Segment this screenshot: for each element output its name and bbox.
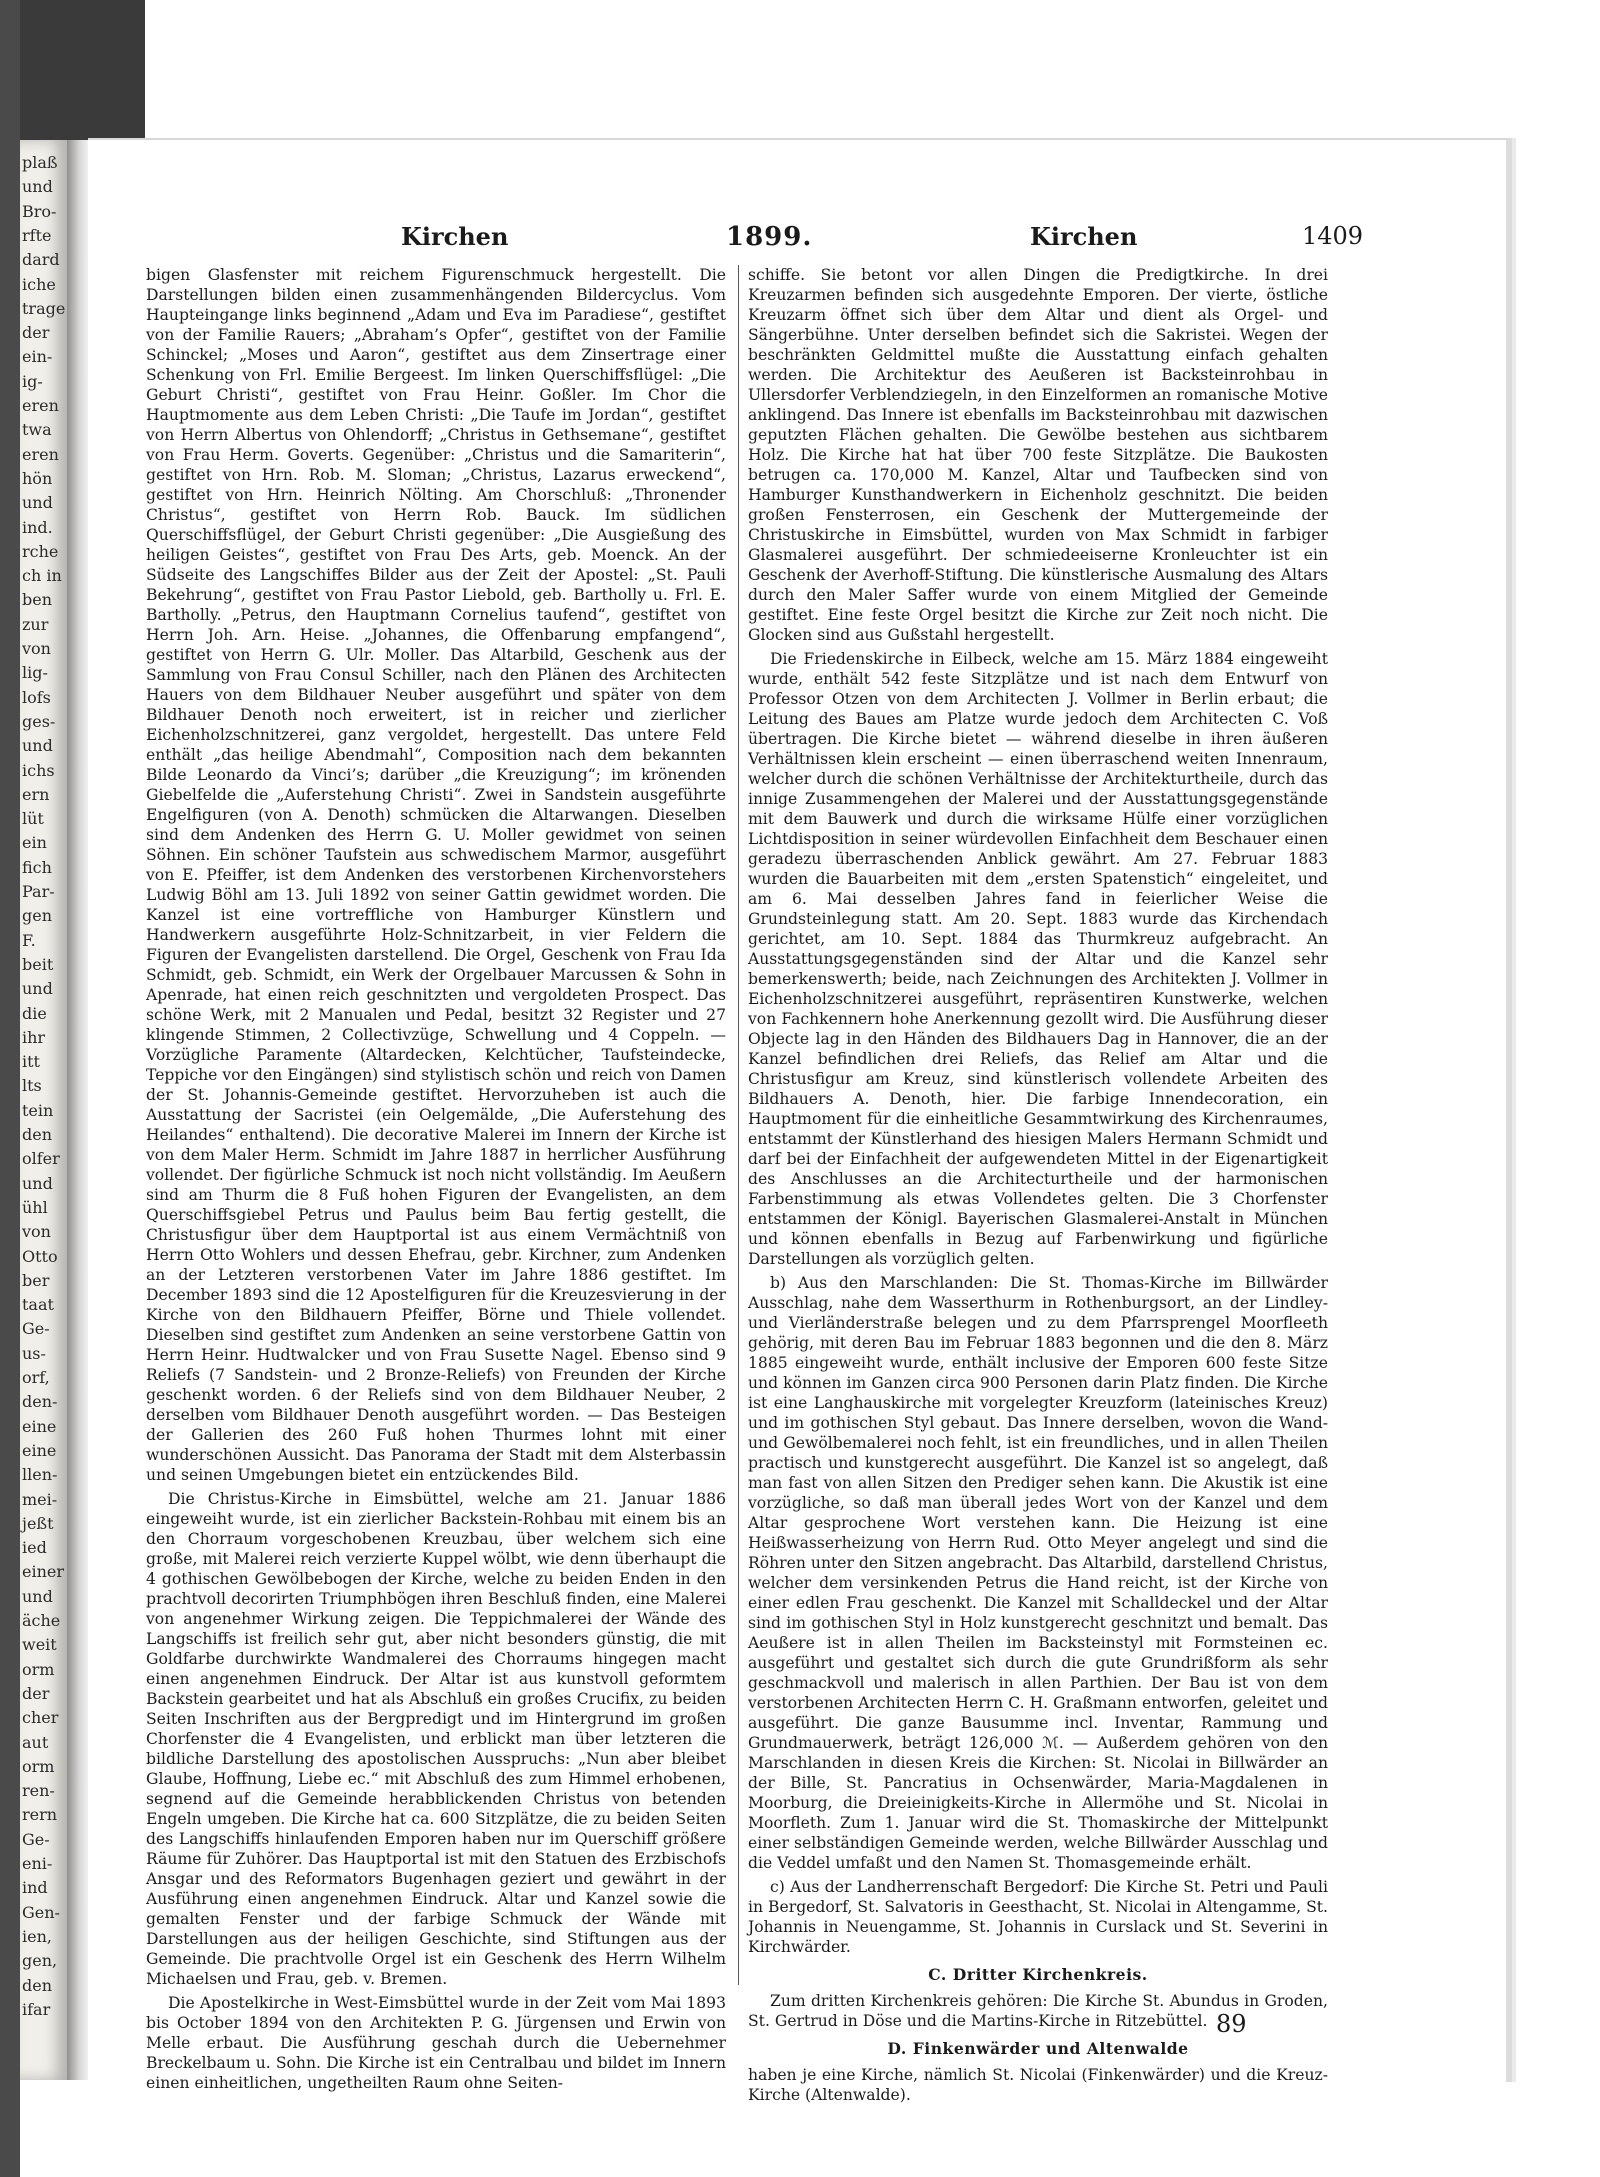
previous-page-fragment: cher [22, 1708, 59, 1728]
previous-page-fragment: rern [22, 1805, 58, 1825]
previous-page-fragment: ig- [22, 371, 43, 391]
previous-page-fragment: orm [22, 1659, 55, 1679]
previous-page-fragment: zur [22, 614, 49, 634]
previous-page-fragment: ges- [22, 711, 56, 731]
previous-page-fragment: orf, [22, 1368, 50, 1387]
previous-page-fragment: lofs [22, 687, 51, 707]
previous-page-fragment: und [22, 979, 53, 999]
paragraph-marschlanden: b) Aus den Marschlanden: Die St. Thomas-Kirche im Billwärder Ausschlag, nahe dem Wasserthurm in Rothenburgsort, an der Lindley- und Vierländerstraße belegen und zu dem Pfarrsprengel Moorfleeth gehörig, mit deren Bau im Februar 1883 begonnen und die den 8. März 1885 eingeweiht wurde, enthält inclusive der Emporen 600 feste Sitze und können im Ganzen circa 900 Personen darin Platz finden. Die Kirche ist eine Langhauskirche mit vorgelegter Kreuzform (lateinisches Kreuz) und im gothischen Styl gebaut. Das Innere derselben, wovon die Wand- und Gewölbemalerei noch fehlt, ist ein freundliches, und in allen Theilen practisch und kunstgerecht ausgeführt. Die Kanzel ist so angelegt, daß man fast von allen Sitzen den Prediger sehen kann. Die Akustik ist eine vorzügliche, so daß man überall jedes Wort von der Kanzel und dem Altar gesprochene Wort verstehen kann. Die Heizung ist eine Heißwasserheizung von Herrn Rud. Otto Meyer angelegt und sind die Röhren unter den Sitzen angebracht. Das Altarbild, darstellend Christus, welcher dem versinkenden Petrus die Hand reicht, ist der Kirche von einer edlen Frau geschenkt. Die Kanzel mit Schalldeckel und der Altar sind im gothischen Styl in Holz kunstgerecht geschnitzt und bemalt. Das Aeußere ist in allen Theilen im Backsteinstyl mit Formsteinen ec. ausgeführt und gestaltet sich durch die gute Grundrißform als sehr geschmackvoll und malerisch in allen Parthien. Der Bau ist von dem verstorbenen Architecten Herrn C. H. Graßmann entworfen, geleitet und ausgeführt. Die ganze Bausumme incl. Inventar, Rammung und Grundmauerwerk, beträgt 126,000 ℳ. — Außerdem gehören von den Marschlanden in diesen Kreis die Kirchen: St. Nicolai in Billwärder an der Bille, St. Pancratius in Ochsenwärder, Maria-Magdalenen in Moorburg, die Dreieinigkeits-Kirche in Allermöhe und St. Nicolai in Moorfleth. Zum 1. Januar wird die St. Thomaskirche der Mittelpunkt einer selbständigen Gemeinde werden, welche Billwärder Ausschlag und die Veddel umfaßt und den Namen St. Thomasgemeinde erhält. [748, 1274, 1328, 1872]
previous-page-fragment: gen, [22, 1951, 58, 1971]
paragraph-dritter-kirchenkreis: Zum dritten Kirchenkreis gehören: Die Kirche St. Abundus in Groden, St. Gertrud in Döse und die Martins-Kirche in Ritzebüttel. [748, 1992, 1328, 2030]
previous-page-fragment: iche [22, 274, 56, 294]
previous-page-fragment: Gen- [22, 1902, 60, 1922]
previous-page-fragment: ind. [22, 517, 53, 537]
running-head-left: Kirchen [401, 222, 509, 251]
previous-page-fragment: rche [22, 541, 59, 561]
previous-page-fragment: llen- [22, 1465, 58, 1485]
previous-page-fragment: die [22, 1003, 47, 1023]
previous-page-fragment: Par- [22, 882, 55, 901]
previous-page-fragment: itt [22, 1052, 40, 1072]
previous-page-fragment: plaß [22, 153, 58, 172]
previous-page-fragment: lts [22, 1076, 42, 1096]
previous-page-fragment: F. [22, 930, 36, 950]
running-head-right: Kirchen [1030, 222, 1138, 251]
paragraph-christus-kirche: Die Christus-Kirche in Eimsbüttel, welche am 21. Januar 1886 eingeweiht wurde, ist ein zierlicher Backstein-Rohbau mit einem bis an den Chorraum vorgeschobenen Kreuzbau, über welchem sich eine große, mit Malerei reich verzierte Kuppel wölbt, wie denn überhaupt die 4 gothischen Gewölbebogen der Kirche, welche zu beiden Enden in den prachtvoll decorirten Triumphbögen ihren Beschluß finden, eine Malerei von angenehmer Wirkung zeigen. Die Teppichmalerei der Wände des Langschiffs ist freilich sehr gut, aber nicht besonders günstig, die mit Goldfarbe durchwirkte Wandmalerei des Chorraums hingegen macht einen angenehmen Eindruck. Der Altar ist aus kunstvoll geformtem Backstein gearbeitet und hat als Abschluß ein großes Crucifix, zu beiden Seiten Inschriften aus der Bergpredigt und im Hintergrund im großen Chorfenster die 4 Evangelisten, und erblickt man über letzteren die bildliche Darstellung des apostolischen Ausspruchs: „Nun aber bleibet Glaube, Hoffnung, Liebe ec.“ mit Abschluß des zum Himmel erhobenen, segnend auf die Gemeinde herabblickenden Christus von betenden Engeln umgeben. Die Kirche hat ca. 600 Sitzplätze, die zu beiden Seiten des Langschiffs hinlaufenden Emporen haben nur im Querschiff größere Räume für Zuhörer. Das Hauptportal ist mit den Statuen des Erzbischofs Ansgar und des Reformators Bugenhagen geziert und gewährt in der Ausführung einen angenehmen Eindruck. Altar und Kanzel sowie die gemalten Fenster und der farbige Schmuck der Wände mit Darstellungen aus der heiligen Geschichte, sind Stiftungen aus der Gemeinde. Die prachtvolle Orgel ist ein Geschenk des Herrn Wilhelm Michaelsen und Frau, geb. v. Bremen. [146, 1490, 726, 1988]
previous-page-fragment: ichs [22, 760, 55, 780]
previous-page-fragment: und [22, 493, 53, 513]
previous-page-fragment: den [22, 1975, 53, 1995]
previous-page-fragment: eren [22, 396, 59, 415]
previous-page-fragment: eren [22, 444, 59, 464]
paragraph-st-johannis-windows: bigen Glasfenster mit reichem Figurenschmuck hergestellt. Die Darstellungen bilden einen zusammenhängenden Bildercyclus. Vom Haupteingange links beginnend „Adam und Eva im Paradiese“, gestiftet von der Familie Rauers; „Abraham’s Opfer“, gestiftet von der Familie Schinckel; „Moses und Aaron“, gestiftet aus dem Zinsertrage einer Schenkung von Frl. Emilie Bergeest. Im linken Querschiffsflügel: „Die Geburt Christi“, gestiftet von Frau Heinr. Goßler. Im Chor die Hauptmomente aus dem Leben Christi: „Die Taufe im Jordan“, gestiftet von Herrn Albertus von Ohlendorff; „Christus in Gethsemane“, gestiftet von Frau Herm. Goverts. Gegenüber: „Christus und die Samariterin“, gestiftet von Hrn. Rob. M. Sloman; „Christus, Lazarus erweckend“, gestiftet von Hrn. Heinrich Nölting. Am Chorschluß: „Thronender Christus“, gestiftet von Herrn Rob. Bauck. Im südlichen Querschiffsflügel, der Geburt Christi gegenüber: „Die Ausgießung des heiligen Geistes“, gestiftet von Frau Des Arts, geb. Moenck. An der Südseite des Langschiffes Bilder aus der Zeit der Apostel: „St. Pauli Bekehrung“, gestiftet von Frau Pastor Liebold, geb. Bartholly u. Frl. E. Bartholly. „Petrus, den Hauptmann Cornelius taufend“, gestiftet von Herrn Joh. Arn. Heise. „Johannes, die Offenbarung empfangend“, gestiftet von Herrn G. Ulr. Moller. Das Altarbild, Geschenk aus der Sammlung von Frau Consul Schiller, nach den Plänen des Architecten Hauers von dem Bildhauer Neuber ausgeführt und später von dem Bildhauer Denoth noch erweitert, ist in reicher und zierlicher Eichenholzschnitzerei, ganz vergoldet, hergestellt. Das untere Feld enthält „das heilige Abendmahl“, Composition nach dem bekannten Bilde Leonardo da Vinci’s; darüber „die Kreuzigung“; im krönenden Giebelfelde die „Auferstehung Christi“. Zwei in Sandstein ausgeführte Engelfiguren (von A. Denoth) schmücken die Altarwangen. Dieselben sind dem Andenken des Herrn G. U. Moller gewidmet von seinen Söhnen. Ein schöner Taufstein aus schwedischem Marmor, ausgeführt von E. Pfeiffer, ist dem Andenken des verstorbenen Kirchenvorstehers Ludwig Böhl am 13. Juli 1892 von seiner Gattin gewidmet worden. Die Kanzel ist eine vortreffliche von Hamburger Künstlern und Handwerkern ausgeführte Holz-Schnitzarbeit, in vier Feldern die Figuren der Evangelisten darstellend. Die Orgel, Geschenk von Frau Ida Schmidt, geb. Schmidt, ein Werk der Orgelbauer Marcussen & Sohn in Apenrade, hat einen reich geschnitzten und vergoldeten Prospect. Das schöne Werk, mit 2 Manualen und Pedal, besitzt 32 Register und 27 klingende Stimmen, 2 Collectivzüge, Schwellung und 4 Coppeln. — Vorzügliche Paramente (Altardecken, Kelchtücher, Taufsteindecke, Teppiche vor den Eingängen) sind stylistisch schön und reich von Damen der St. Johannis-Gemeinde gestiftet. Hervorzuheben ist auch die Ausstattung der Sacristei (ein Oelgemälde, „Die Auferstehung des Heilandes“ enthaltend). Die decorative Malerei im Innern der Kirche ist von dem Maler Herm. Schmidt im Jahre 1887 in herrlicher Ausführung vollendet. Der figürliche Schmuck ist noch nicht vollständig. Im Aeußern sind am Thurm die 8 Fuß hohen Figuren der Evangelisten, an dem Querschiffsgiebel Petrus und Paulus beim Bau fertig gestellt, die Christusfigur über dem Hauptportal ist aus einem Vermächtniß von Herrn Otto Wohlers und dessen Ehefrau, gebr. Kirchner, zum Andenken an der Letzteren verstorbenen Vater im Jahre 1886 gestiftet. Im December 1893 sind die 12 Apostelfiguren für die Kreuzesvierung in der Kirche von den Bildhauern Pfeiffer, Börne und Thiele vollendet. Dieselben sind gestiftet zum Andenken an seine verstorbene Gattin von Herrn Heinr. Hudtwalcker und von Frau Susette Nagel. Ebenso sind 9 Reliefs (7 Sandstein- und 2 Bronze-Reliefs) von Freunden der Kirche geschenkt worden. 6 der Reliefs sind von dem Bildhauer Neuber, 2 derselben vom Bildhauer Denoth ausgeführt worden. — Das Besteigen der Gallerien des 260 Fuß hohen Thurmes lohnt mit einer wunderschönen Aussicht. Das Panorama der Stadt mit dem Alsterbassin und seinen Umgebungen bietet ein entzückendes Bild. [146, 266, 726, 1484]
left-column [146, 265, 726, 2092]
previous-page-fragment: tein [22, 1100, 54, 1120]
previous-page-fragment: Ge- [22, 1829, 50, 1849]
running-head-year: 1899. [726, 222, 813, 252]
previous-page-fragment: eni- [22, 1854, 53, 1873]
paragraph-bergedorf: c) Aus der Landherrenschaft Bergedorf: Die Kirche St. Petri und Pauli in Bergedorf, St. Salvatoris in Geesthacht, St. Nicolai in Altengamme, St. Johannis in Neuengamme, St. Johannis in Curslack und St. Severini in Kirchwärder. [748, 1878, 1328, 1956]
previous-page-fragment: lüt [22, 809, 44, 829]
previous-page-fragment: einer [22, 1562, 65, 1582]
previous-page-fragment: ein [22, 833, 47, 853]
previous-page-fragment: ien, [22, 1926, 52, 1946]
previous-page-fragment: und [22, 1586, 53, 1606]
previous-page-fragment: ern [22, 784, 50, 804]
previous-page-fragment: Otto [22, 1246, 58, 1266]
previous-page-fragment: ifar [22, 1999, 51, 2019]
previous-page-fragment: orm [22, 1756, 55, 1776]
paragraph-friedenskirche: Die Friedenskirche in Eilbeck, welche am 15. März 1884 eingeweiht wurde, enthält 542 feste Sitzplätze und ist nach dem Entwurf von Professor Otzen von dem Architecten J. Vollmer in Berlin erbaut; die Leitung des Baues am Platze wurde jedoch dem Architecten C. Voß übertragen. Die Kirche bietet — während dieselbe in ihren äußeren Verhältnissen klein erscheint — einen überraschend weiten Innenraum, welcher durch die schönen Verhältnisse der Architekturtheile, durch das innige Zusammengehen der Malerei und der Ausstattungsgegenstände mit dem Bauwerk und durch die wirksame Hülfe einer vorzüglichen Lichtdisposition in seiner würdevollen Einfachheit dem Beschauer einen geradezu überraschenden Anblick gewährt. Am 27. Februar 1883 wurden die Bauarbeiten mit dem „ersten Spatenstich“ eingeleitet, und am 6. Mai desselben Jahres fand in feierlicher Weise die Grundsteinlegung statt. Am 20. Sept. 1883 wurde das Kirchendach gerichtet, am 10. Sept. 1884 das Thurmkreuz aufgebracht. An Ausstattungsgegenständen sind der Altar und die Kanzel sehr bemerkenswerth; beide, nach Zeichnungen des Architekten J. Vollmer in Eichenholzschnitzerei ausgeführt, repräsentiren Kunstwerke, welchen von Fachkennern hohe Anerkennung gezollt wird. Die Ausführung dieser Objecte lag in den Händen des Bildhauers Dag in Hannover, die an der Kanzel befindlichen drei Reliefs, das Relief am Altar und die Christusfigur am Kreuz, sind künstlerisch vollendete Arbeiten des Bildhauers A. Denoth, hier. Die farbige Innendecoration, ein Hauptmoment für die einheitliche Gesammtwirkung des Kirchenraumes, entstammt der Künstlerhand des hiesigen Malers Hermann Schmidt und darf bei der Einfachheit der aufgewendeten Mittel in der Eigenartigkeit des Anschlusses an die Architecturtheile und der harmonischen Farbenstimmung als etwas Vollendetes gelten. Die 3 Chorfenster entstammen der Königl. Bayerischen Glasmalerei-Anstalt in München und können ebenfalls in Bezug auf Farbenwirkung und figürliche Darstellungen als vorzüglich gelten. [748, 650, 1328, 1268]
previous-page-fragment: us- [22, 1343, 46, 1363]
previous-page-fragment: ihr [22, 1027, 46, 1047]
scanner-background [0, 0, 145, 140]
previous-page-fragment: trage [22, 298, 66, 318]
directory-page [88, 138, 1512, 2104]
previous-page-fragment: jeßt [22, 1513, 54, 1533]
signature-number: 89 [1216, 2010, 1247, 2038]
previous-page-fragment: olfer [22, 1149, 60, 1169]
previous-page-fragment: ber [22, 1270, 50, 1290]
scanner-edge [0, 0, 20, 2177]
paragraph-finkenwaerder: haben je eine Kirche, nämlich St. Nicolai (Finkenwärder) und die Kreuz-Kirche (Altenwalde). [748, 2066, 1328, 2104]
previous-page-fragment: weit [22, 1635, 57, 1655]
previous-page-fragment: taat [22, 1295, 54, 1315]
previous-page-fragment: der [22, 1683, 50, 1703]
book-gutter [67, 140, 89, 2080]
previous-page-fragment: Bro- [22, 201, 57, 221]
previous-page-fragment: ein- [22, 347, 53, 367]
previous-page-fragment: ied [22, 1538, 47, 1558]
previous-page-fragment: eine [22, 1416, 57, 1436]
previous-page-fragment: den [22, 1125, 53, 1144]
section-heading-dritter-kirchenkreis: C. Dritter Kirchenkreis. [928, 1965, 1148, 1984]
previous-page-fragment: ren- [22, 1781, 55, 1801]
previous-page-fragment: von [22, 639, 51, 658]
previous-page-fragment: ch in [22, 566, 62, 586]
previous-page-fragment: mei- [22, 1489, 58, 1509]
previous-page-fragment: Ge- [22, 1319, 50, 1339]
previous-page-fragment: äche [22, 1611, 61, 1630]
previous-page-fragment: aut [22, 1732, 49, 1752]
previous-page-fragment: gen [22, 906, 53, 926]
previous-page-fragment: ühl [22, 1197, 48, 1217]
previous-page-fragment: fich [22, 857, 52, 877]
previous-page-fragment: rfte [22, 225, 52, 245]
previous-page-fragment: ben [22, 590, 53, 610]
previous-page-fragment: und [22, 177, 53, 197]
previous-page-fragment: beit [22, 954, 54, 974]
previous-page-fragment: und [22, 1173, 53, 1193]
previous-page-fragment: hön [22, 468, 53, 488]
previous-page-strip [20, 140, 67, 2080]
previous-page-fragment: dard [22, 250, 60, 270]
section-heading-finkenwaerder: D. Finkenwärder und Altenwalde [887, 2039, 1189, 2058]
previous-page-fragment: ind [22, 1878, 48, 1898]
previous-page-fragment: und [22, 736, 53, 756]
previous-page-fragment: twa [22, 420, 52, 440]
paragraph-apostelkirche: Die Apostelkirche in West-Eimsbüttel wurde in der Zeit vom Mai 1893 bis October 1894 von den Architekten P. G. Jürgensen und Erwin von Melle erbaut. Die Ausführung geschah durch die Uebernehmer Breckelbaum u. Sohn. Die Kirche ist ein Centralbau und bildet im Innern einen einheitlichen, ungetheilten Raum ohne Seiten- [146, 1994, 726, 2092]
column-divider [738, 265, 739, 1985]
paragraph-apostelkirche-cont: schiffe. Sie betont vor allen Dingen die Predigtkirche. In drei Kreuzarmen befinden sich ausgedehnte Emporen. Der vierte, östliche Kreuzarm öffnet sich über dem Altar und dient als Orgel- und Sängerbühne. Unter derselben befindet sich die Sakristei. Wegen der beschränkten Geldmittel mußte die Ausstattung einfach gehalten werden. Die Architektur des Aeußeren ist Backsteinrohbau in Ullersdorfer Verblendziegeln, in den Einzelformen an romanische Motive anklingend. Das Innere ist ebenfalls im Backsteinrohbau mit dazwischen geputzten Flächen gehalten. Die Gewölbe bestehen aus sichtbarem Holz. Die Kirche hat hat über 700 feste Sitzplätze. Die Baukosten betrugen ca. 170,000 M. Kanzel, Altar und Taufbecken sind von Hamburger Kunsthandwerkern in Eichenholz geschnitzt. Die beiden großen Fensterrosen, ein Geschenk der Muttergemeinde der Christuskirche in Eimsbüttel, wurden von Max Schmidt in farbiger Glasmalerei ausgeführt. Der schmiedeeiserne Kronleuchter ist ein Geschenk der Averhoff-Stiftung. Die künstlerische Ausmalung des Altars durch den Maler Saffer wurde von einem Mitglied der Gemeinde gestiftet. Eine feste Orgel besitzt die Kirche zur Zeit noch nicht. Die Glocken sind aus Gußstahl hergestellt. [748, 266, 1328, 644]
previous-page-fragment: eine [22, 1440, 57, 1460]
previous-page-fragment: lig- [22, 663, 48, 683]
page-number: 1409 [1302, 222, 1364, 250]
previous-page-fragment: den- [22, 1392, 58, 1412]
previous-page-fragment: von [22, 1222, 51, 1242]
previous-page-fragment: der [22, 323, 50, 343]
